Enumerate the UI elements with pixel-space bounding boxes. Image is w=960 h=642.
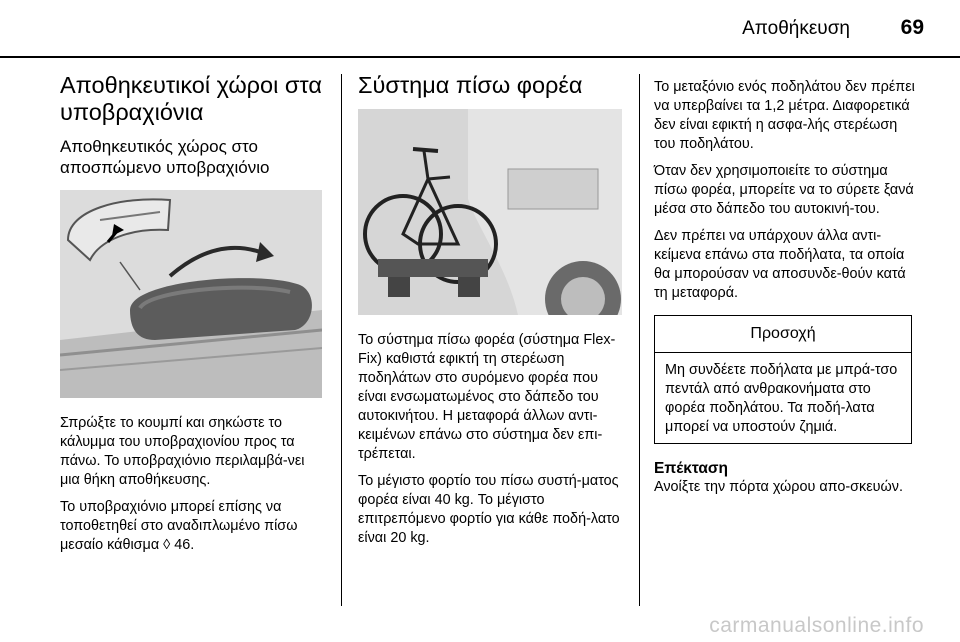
armrest-paragraph-2 [60, 498, 328, 555]
page-ref-arrow-icon: ◊ [163, 537, 171, 553]
column-divider [639, 74, 640, 606]
caution-title: Προσοχή [655, 316, 911, 353]
column-divider [341, 74, 342, 606]
column-armrest [60, 64, 328, 563]
column-bike-carrier-cont [654, 78, 922, 505]
page-ref-link[interactable]: 46. [174, 537, 195, 553]
objects-paragraph: Δεν πρέπει να υπάρχουν άλλα αντι-κείμενα επάνω στα ποδήλατα, τα οποία θα μπορούσαν να αποσυνδε-θούν κατά τη μεταφορά. [654, 228, 906, 301]
stow-paragraph: Όταν δεν χρησιμοποιείτε το σύστημα πίσω φορέα, μπορείτε να το σύρετε ξανά μέσα στο δάπεδο του αυτοκινή-του. [654, 163, 914, 217]
armrest-illustration [60, 190, 322, 398]
bike-carrier-paragraph-1: Το σύστημα πίσω φορέα (σύστημα Flex-Fix) καθιστά εφικτή τη στερέωση ποδηλάτων στο συρόμενο φορέα που είναι ενσωματωμένος στο δάπεδο του αυτοκινήτου. Η μεταφορά άλλων αντι-κειμένων επάνω στο σύστημα δεν επι-τρέπεται. [358, 332, 616, 462]
armrest-subheading: Αποθηκευτικός χώρος στο αποσπώμενο υποβραχιόνιο [60, 137, 270, 177]
section-title: Αποθήκευση [742, 18, 850, 39]
caution-text: Μη συνδέετε ποδήλατα με μπρά-τσο πεντάλ από ανθρακονήματα στο φορέα ποδηλάτου. Τα ποδή-λατα μπορεί να υποστούν ζημιά. [665, 362, 898, 435]
extension-heading: Επέκταση [654, 460, 728, 477]
bike-carrier-illustration [358, 109, 622, 315]
page-header [0, 0, 960, 56]
column-bike-carrier [358, 64, 624, 556]
wheelbase-paragraph: Το μεταξόνιο ενός ποδηλάτου δεν πρέπει να υπερβαίνει τα 1,2 μέτρα. Διαφορετικά δεν είναι εφικτή η ασφα-λής στερέωση του ποδηλάτου. [654, 79, 915, 152]
header-rule [0, 56, 960, 58]
armrest-paragraph-1: Σπρώξτε το κουμπί και σηκώστε το κάλυμμα του υποβραχιονίου προς τα πάνω. Το υποβραχιόνιο περιλαμβά-νει μια θήκη αποθήκευσης. [60, 415, 305, 488]
caution-box [654, 315, 912, 444]
watermark: carmanualsonline.info [709, 614, 924, 637]
armrest-heading: Αποθηκευτικοί χώροι στα υποβραχιόνια [60, 72, 322, 125]
page-number: 69 [900, 16, 924, 39]
bike-carrier-heading: Σύστημα πίσω φορέα [358, 72, 583, 98]
bike-carrier-paragraph-2: Το μέγιστο φορτίο του πίσω συστή-ματος φορέα είναι 40 kg. Το μέγιστο επιτρεπόμενο φορτίο για κάθε ποδή-λατο είναι 20 kg. [358, 473, 620, 546]
armrest-paragraph-2-text: Το υποβραχιόνιο μπορεί επίσης να τοποθετηθεί στο αναδιπλωμένο πίσω μεσαίο κάθισμα [60, 499, 298, 553]
extension-paragraph: Ανοίξτε την πόρτα χώρου απο-σκευών. [654, 479, 903, 495]
